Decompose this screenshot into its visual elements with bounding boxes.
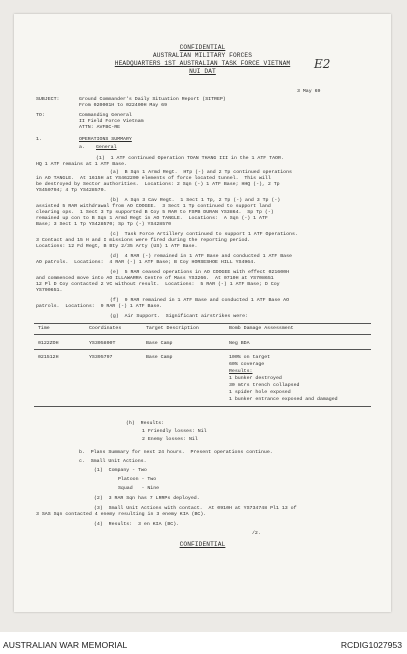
para-3-line-2: assisted 5 RAR withdrawal from AO COOGEE. 3 Sect 1 Tp continued to support land: [36, 204, 271, 209]
para-7-line-2: patrols. Locations: 9 RAR (-) 1 ATF Base.: [36, 304, 163, 309]
company-count: (1) Company - Two: [94, 468, 147, 473]
table-header-coordinates: Coordinates: [89, 326, 122, 331]
document-page: [14, 14, 391, 612]
to-line-2: II Field Force Vietnam: [79, 119, 144, 124]
para-1-line-1: (1) 1 ATF continued Operation TOAN THANG III in the 1 ATF TAOR.: [96, 156, 284, 161]
table-header-time: Time: [38, 326, 50, 331]
report-date: 3 May 69: [297, 89, 321, 94]
page-continuation: /2.: [252, 531, 261, 536]
para-3-line-5: Base; 3 Sect 1 Tp YS428570; Sp Tp (-) YS428570: [36, 222, 172, 227]
row-2-time: 021512H: [38, 355, 59, 360]
para-3-line-1: (b) A Sqn 3 Cav Regt. 1 Sect 1 Tp, 2 Tp (-) and 3 Tp (-): [110, 198, 281, 203]
row-2-bda: 100% on target: [229, 355, 271, 360]
location-name: NUI DAT: [189, 68, 216, 75]
row-2-bda-item: 30 mtrs trench collapsed: [229, 383, 300, 388]
row-2-target: Base Camp: [146, 355, 173, 360]
table-header-bda: Bomb Damage Assessment: [229, 326, 294, 331]
para-4-line-2: 3 Contact and 15 H and I missions were fired during the reporting period.: [36, 238, 251, 243]
classification-bottom: CONFIDENTIAL: [179, 541, 226, 548]
para-3-line-4: remained up con to B Sqn 1 Armd Regt in AO TANGLE. Locations: A Sqn (-) 1 ATF: [36, 216, 268, 221]
para-4-line-1: (c) Task Force Artillery continued to support 1 ATF Operations.: [110, 232, 298, 237]
to-line-3: ATTN: AVFBC-RE: [79, 125, 121, 130]
classification-top: CONFIDENTIAL: [179, 44, 226, 51]
row-1-bda: Neg BDA: [229, 341, 250, 346]
org-name: AUSTRALIAN MILITARY FORCES: [152, 52, 253, 59]
table-row-rule: [34, 349, 371, 350]
section-1-title: OPERATIONS SUMMARY: [79, 137, 132, 142]
row-2-bda-item: 1 bunker entrance exposed and damaged: [229, 397, 338, 402]
subject-label: SUBJECT:: [36, 97, 60, 102]
row-2-bda-item: 1 bunker destroyed: [229, 376, 282, 381]
archive-name: AUSTRALIAN WAR MEMORIAL: [3, 640, 128, 650]
subject-line-1: Ground Commander's Daily Situation Report (SITREP): [79, 97, 226, 102]
to-label: TO:: [36, 113, 45, 118]
subject-line-2: From 020001H to 022400H May 69: [79, 103, 168, 108]
para-2-line-1: (a) B Sqn 1 Armd Regt. HTp (-) and 2 Tp continued operations: [110, 170, 292, 175]
para-5-line-1: (d) 4 RAR (-) remained in 1 ATF Base and conducted 1 ATF Base: [110, 254, 292, 259]
row-1-time: 0122ZOH: [38, 341, 59, 346]
para-6-line-3: 12 Pl D Coy contacted 2 VC without result. Locations: 5 RAR (-) 1 ATF Base; D Coy: [36, 282, 280, 287]
hq-name: HEADQUARTERS 1ST AUSTRALIAN TASK FORCE VIETNAM: [114, 60, 291, 67]
para-6-line-2: and commenced move into AO ILLAWARRA Centre of Mass YS3266. At 0710H at YS708651: [36, 276, 274, 281]
row-2-bda-results: Results:: [229, 369, 253, 374]
para-2-line-3: be destroyed by Sector authorities. Locations: 2 Sqn (-) 1 ATF Base; HHQ (-), 2 Tp: [36, 182, 280, 187]
to-line-1: Commanding General: [79, 113, 132, 118]
para-2-line-2: in AO TANGLE. At 1615H at YS462200 elements of force located tunnel. This will: [36, 176, 271, 181]
para-a-title: General: [96, 145, 117, 150]
row-1-coordinates: YS305800T: [89, 341, 116, 346]
row-2-bda-coverage: 60% coverage: [229, 362, 265, 367]
squad-count: Squad - Nine: [118, 486, 160, 491]
row-2-bda-item: 1 spider hole exposed: [229, 390, 291, 395]
table-header-target: Target Description: [146, 326, 199, 331]
table-top-rule: [34, 323, 371, 324]
para-5-line-2: AO patrols. Locations: 4 RAR (-) 1 ATF Base; B Coy HORSESHOE HILL YS4964.: [36, 260, 257, 265]
table-bottom-rule: [34, 406, 371, 407]
para-2-line-4: YS450794; 4 Tp YS428570.: [36, 188, 107, 193]
para-1-line-2: HQ 1 ATF remains at 1 ATF Base.: [36, 162, 127, 167]
handwritten-ref: E2: [314, 57, 331, 71]
table-header-rule: [34, 334, 371, 335]
small-unit-actions: c. Small Unit Actions.: [79, 459, 147, 464]
para-4-line-3: Locations: 12 Fd Regt, B Bty 2/35 Arty (US) 1 ATF Base.: [36, 244, 198, 249]
row-1-target: Base Camp: [146, 341, 173, 346]
plans-summary: b. Plans Summary for next 24 hours. Present operations continue.: [79, 450, 273, 455]
lrrp-deployed: (2) 3 RAR Sqn has 7 LRRPs deployed.: [94, 496, 200, 501]
section-1-number: 1.: [36, 137, 42, 142]
results-label: (h) Results:: [126, 421, 165, 426]
para-a-label: a.: [79, 145, 85, 150]
para-3-line-3: clearing ops. 1 Sect 3 Tp supported B Coy 5 RAR to FSPB DURAN YS3864. Sp Tp (-): [36, 210, 274, 215]
enemy-losses: 2 Enemy losses: Nil: [142, 437, 198, 442]
row-2-coordinates: YS395797: [89, 355, 113, 360]
contact-line-1: (3) Small Unit Actions with contact. At 0910H at YS734748 Pl1 13 of: [94, 506, 297, 511]
contact-results: (4) Results: 3 en KIA (BC).: [94, 522, 180, 527]
archive-footer: [0, 632, 407, 654]
para-6-line-1: (e) 5 RAR ceased operations in AO COOGEE with effect 021600H: [110, 270, 290, 275]
contact-line-2: 3 SAS Sqn contacted 4 enemy resulting in 3 enemy KIA (BC).: [36, 512, 207, 517]
para-8-air-support: (g) Air Support. Significant airstrikes were:: [110, 314, 248, 319]
para-7-line-1: (f) 9 RAR remained in 1 ATF Base and conducted 1 ATF Base AO: [110, 298, 290, 303]
platoon-count: Platoon - Two: [118, 477, 157, 482]
friendly-losses: 1 Friendly losses: Nil: [142, 429, 207, 434]
para-6-line-4: YS700651.: [36, 288, 63, 293]
record-id: RCDIG1027953: [340, 640, 402, 650]
